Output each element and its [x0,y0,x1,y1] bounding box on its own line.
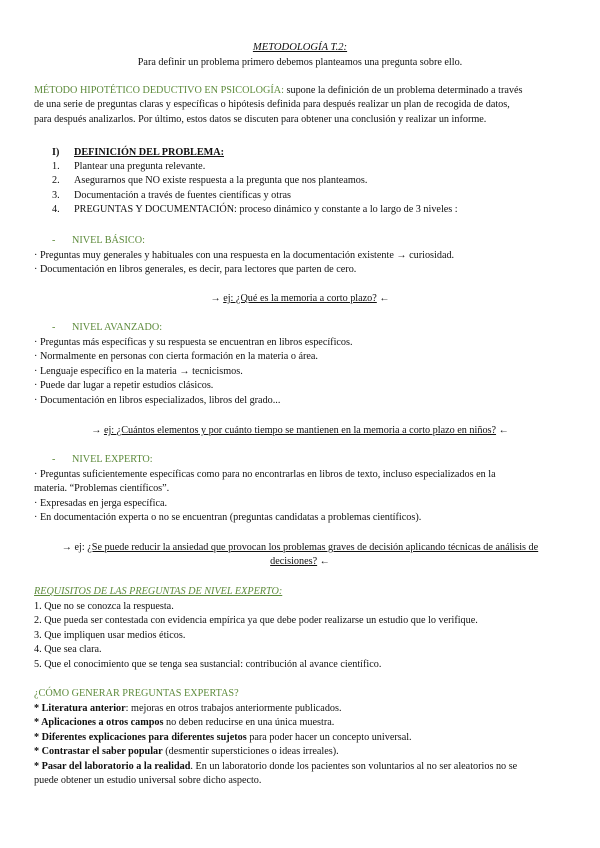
method-paragraph [34,84,574,127]
list-item: 1. Plantear una pregunta relevante. [52,161,206,172]
requirements-heading: REQUISITOS DE LAS PREGUNTAS DE NIVEL EXPERTO: [34,586,283,597]
method-heading: MÉTODO HIPOTÉTICO DEDUCTIVO EN PSICOLOGÍA: [34,85,284,96]
advanced-example: → ej: ¿Cuántos elementos y por cuánto tiempo se mantienen en la memoria a corto plazo en niños? ← [91,425,509,436]
level-basic-list [34,249,454,278]
list-item: 1. Que no se conozca la respuesta. [34,601,174,612]
list-item: · Preguntas muy generales y habituales con una respuesta en la documentación existente → curiosidad. [34,250,455,261]
method-text-1: supone la definición de un problema determinado a través [283,85,523,96]
list-item: · Expresadas en jerga específica. [34,497,168,509]
list-item: * Literatura anterior: mejoras en otros trabajos anteriormente publicados. [34,703,342,714]
level-advanced-heading: - NIVEL AVANZADO: [52,322,163,333]
generate-list [34,702,517,788]
definition-list [52,160,458,218]
list-item: 3. Documentación a través de fuentes científicas y otras [52,189,291,201]
doc-subtitle: Para definir un problema primero debemos planteamos una pregunta sobre ello. [137,57,463,68]
list-item: puede obtener un estudio universal sobre dicho aspecto. [34,775,262,787]
requirements-list [34,600,478,672]
list-item: · Normalmente en personas con cierta formación en la materia o área. [34,351,318,363]
expert-example: → ej: ¿Se puede reducir la ansiedad que provocan los problemas graves de decisión aplicando técnicas de análisis de decisiones? ← [61,542,539,568]
level-expert-heading: - NIVEL EXPERTO: [52,454,153,465]
list-item: · Documentación en libros especializados, libros del grado... [34,394,281,406]
list-item: · Preguntas suficientemente específicas como para no encontrarlas en libros de texto, incluso especializados en la [34,469,496,480]
list-item: 4. PREGUNTAS Y DOCUMENTACIÓN: proceso dinámico y constante a lo largo de 3 niveles : [52,204,458,216]
list-item: materia. “Problemas científicos”. [34,483,170,495]
list-item: 4. Que sea clara. [34,644,102,656]
section-definition-heading: I) DEFINICIÓN DEL PROBLEMA: [52,147,224,158]
basic-example: → ej: ¿Qué es la memoria a corto plazo? ← [210,293,390,304]
method-text-2: de una serie de preguntas claras y específicas o hipótesis definida para después realizar un plan de recogida de datos, [34,99,510,111]
list-item: · Puede dar lugar a repetir estudios clásicos. [34,380,214,392]
list-item: · Documentación en libros generales, es decir, para lectores que parten de cero. [34,264,357,276]
list-item: * Contrastar el saber popular (desmentir supersticiones o ideas irreales). [34,746,339,758]
list-item: 3. Que impliquen usar medios éticos. [34,629,186,641]
list-item: · En documentación experta o no se encuentran (preguntas candidatas a problemas científicos). [34,512,422,524]
list-item: · Lenguaje específico en la materia → tecnicismos. [34,365,243,377]
list-item: * Diferentes explicaciones para diferentes sujetos para poder hacer un concepto universal. [34,731,412,743]
list-item: * Pasar del laboratorio a la realidad. En un laboratorio donde los pacientes son voluntarios al no ser aleatorios no se [34,760,518,772]
list-item: 5. Que el conocimiento que se tenga sea sustancial: contribución al avance científico. [34,658,382,670]
list-item: * Aplicaciones a otros campos no deben reducirse en una única muestra. [34,717,335,729]
generate-heading: ¿CÓMO GENERAR PREGUNTAS EXPERTAS? [34,688,239,699]
list-item: 2. Que pueda ser contestada con evidencia empírica ya que debe poder realizarse un estudio que lo verifique. [34,615,478,627]
doc-title: METODOLOGÍA T.2: [252,42,348,53]
list-item: · Preguntas más específicas y su respuesta se encuentran en libros específicos. [34,337,353,348]
level-expert-list [34,468,496,526]
level-basic-heading: - NIVEL BÁSICO: [52,235,145,246]
method-text-3: para después analizarlos. Por último, estos datos se discuten para obtener una conclusión y realizar un informe. [34,113,487,125]
list-item: 2. Asegurarnos que NO existe respuesta a la pregunta que nos planteamos. [52,175,368,187]
level-advanced-list [34,336,353,408]
